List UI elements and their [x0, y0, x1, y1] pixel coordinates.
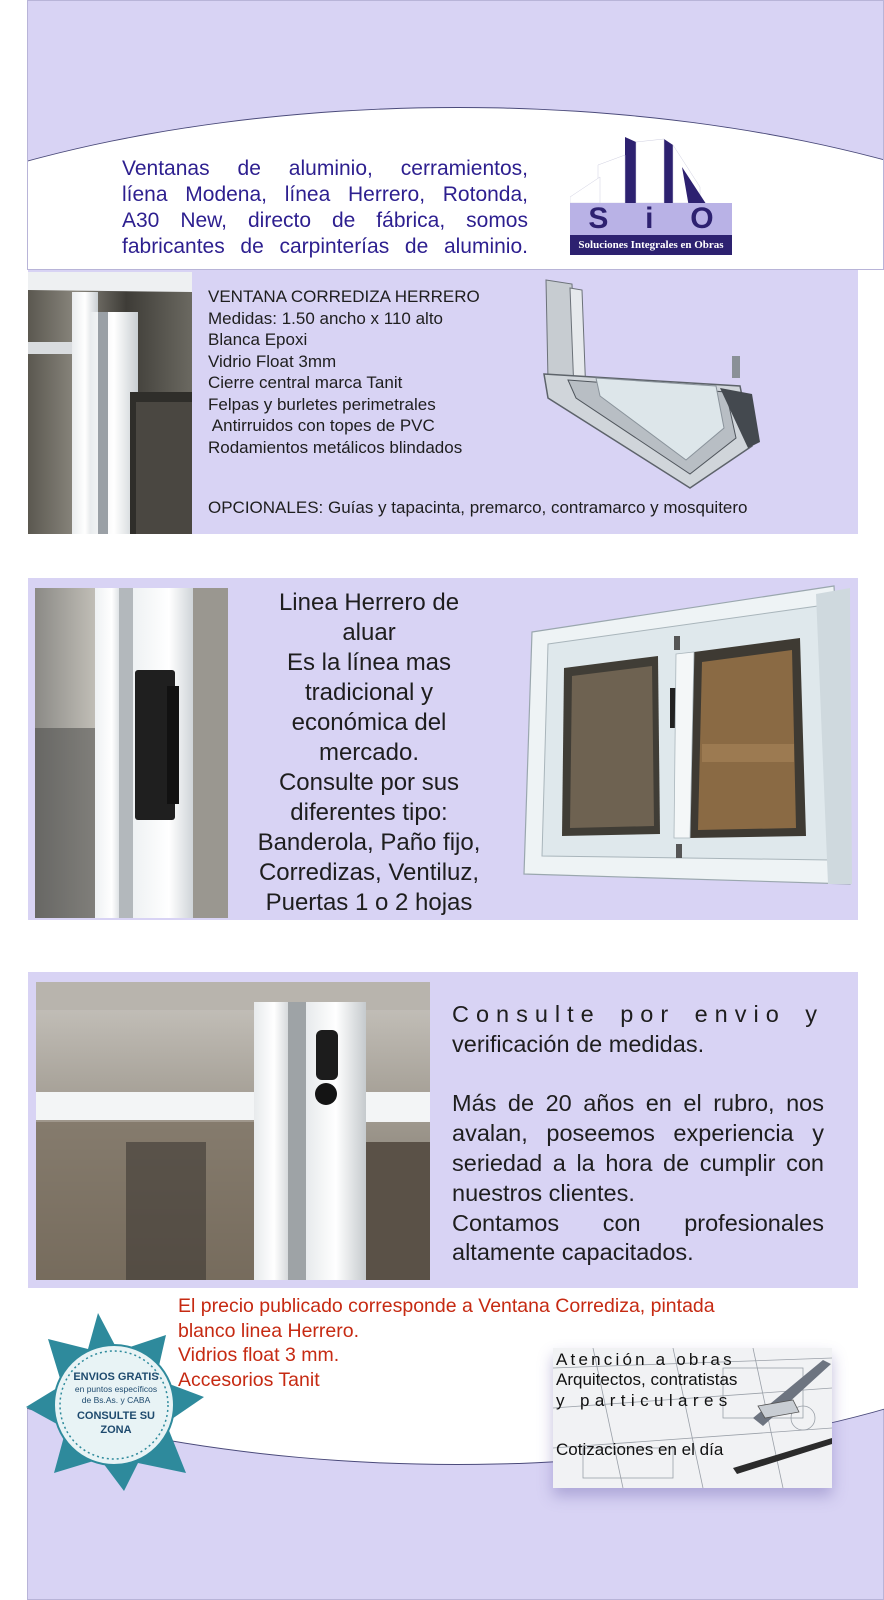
window-frame-photo	[28, 272, 192, 534]
spec-item: Vidrio Float 3mm	[208, 351, 337, 371]
linea-line: Consulte por sus	[278, 769, 460, 796]
linea-line: económica del	[291, 709, 447, 736]
intro-line: A30 New, directo de fábrica, somos	[122, 209, 528, 232]
consulte-paragraph: Más de 20 años en el rubro, nos avalan, poseemos experiencia y seriedad a la hora de cumplir con nuestros clientes.	[452, 1090, 824, 1206]
logo-tagline: Soluciones Integrales en Obras	[570, 235, 732, 255]
linea-line: aluar	[342, 619, 396, 646]
consulte-line: verificación de medidas.	[452, 1030, 705, 1057]
precio-line: blanco linea Herrero.	[178, 1319, 360, 1342]
sliding-window-render	[540, 278, 762, 490]
linea-line: Corredizas, Ventiluz,	[258, 859, 480, 886]
badge-cta: ZONA	[100, 1424, 132, 1436]
linea-line: diferentes tipo:	[290, 799, 448, 826]
badge-title: ENVIOS GRATIS	[73, 1371, 159, 1383]
opcionales-text: OPCIONALES: Guías y tapacinta, premarco, contramarco y mosquitero	[208, 498, 748, 517]
atencion-line: Cotizaciones en el día	[556, 1440, 724, 1459]
badge-cta: CONSULTE SU	[76, 1410, 156, 1422]
linea-herrero-text	[240, 588, 498, 918]
intro-line: líena Modena, línea Herrero, Rotonda,	[122, 183, 528, 206]
intro-text	[122, 156, 528, 260]
specs-list	[208, 286, 480, 458]
spec-item: Medidas: 1.50 ancho x 110 alto	[208, 308, 444, 328]
precio-line: Accesorios Tanit	[178, 1368, 320, 1391]
atencion-line: Arquitectos, contratistas	[556, 1370, 738, 1389]
spec-item: Antirruidos con topes de PVC	[208, 416, 435, 435]
spec-item: Cierre central marca Tanit	[208, 373, 403, 392]
logo-letters	[570, 203, 732, 235]
linea-line: Linea Herrero de	[278, 589, 460, 616]
spec-item: Blanca Epoxi	[208, 330, 308, 349]
logo-letter: S	[588, 202, 609, 235]
sio-logo	[570, 137, 732, 255]
atencion-line: Atención a obras	[556, 1350, 735, 1369]
badge-text	[60, 1370, 172, 1437]
spec-item: Felpas y burletes perimetrales	[208, 394, 436, 414]
precio-line: El precio publicado corresponde a Ventana Corrediza, pintada	[178, 1295, 715, 1317]
linea-line: Puertas 1 o 2 hojas	[265, 889, 473, 916]
badge-sub: de Bs.As. y CABA	[81, 1395, 151, 1405]
consulte-line: Consulte por envio y	[452, 1001, 824, 1027]
window-lock-photo	[35, 588, 228, 918]
window-detail-photo	[36, 982, 430, 1280]
atencion-card	[553, 1348, 832, 1488]
badge-sub: en puntos específicos	[74, 1384, 158, 1394]
white-window-render	[516, 584, 852, 900]
intro-line: Ventanas de aluminio, cerramientos,	[122, 157, 528, 180]
spec-item: VENTANA CORREDIZA HERRERO	[208, 287, 480, 306]
linea-line: mercado.	[318, 739, 420, 766]
consulte-text	[452, 1000, 824, 1268]
intro-line: fabricantes de carpinterías de aluminio.	[122, 235, 528, 258]
linea-line: Banderola, Paño fijo,	[257, 829, 481, 856]
spec-item: Rodamientos metálicos blindados	[208, 437, 463, 457]
logo-letter: O	[690, 202, 714, 235]
linea-line: Es la línea mas	[286, 649, 452, 676]
linea-line: tradicional y	[304, 679, 434, 706]
atencion-line: y particulares	[556, 1391, 733, 1410]
logo-letter: i	[645, 202, 654, 235]
consulte-paragraph: Contamos con profesionales altamente capacitados.	[452, 1209, 824, 1266]
precio-line: Vidrios float 3 mm.	[178, 1344, 340, 1366]
